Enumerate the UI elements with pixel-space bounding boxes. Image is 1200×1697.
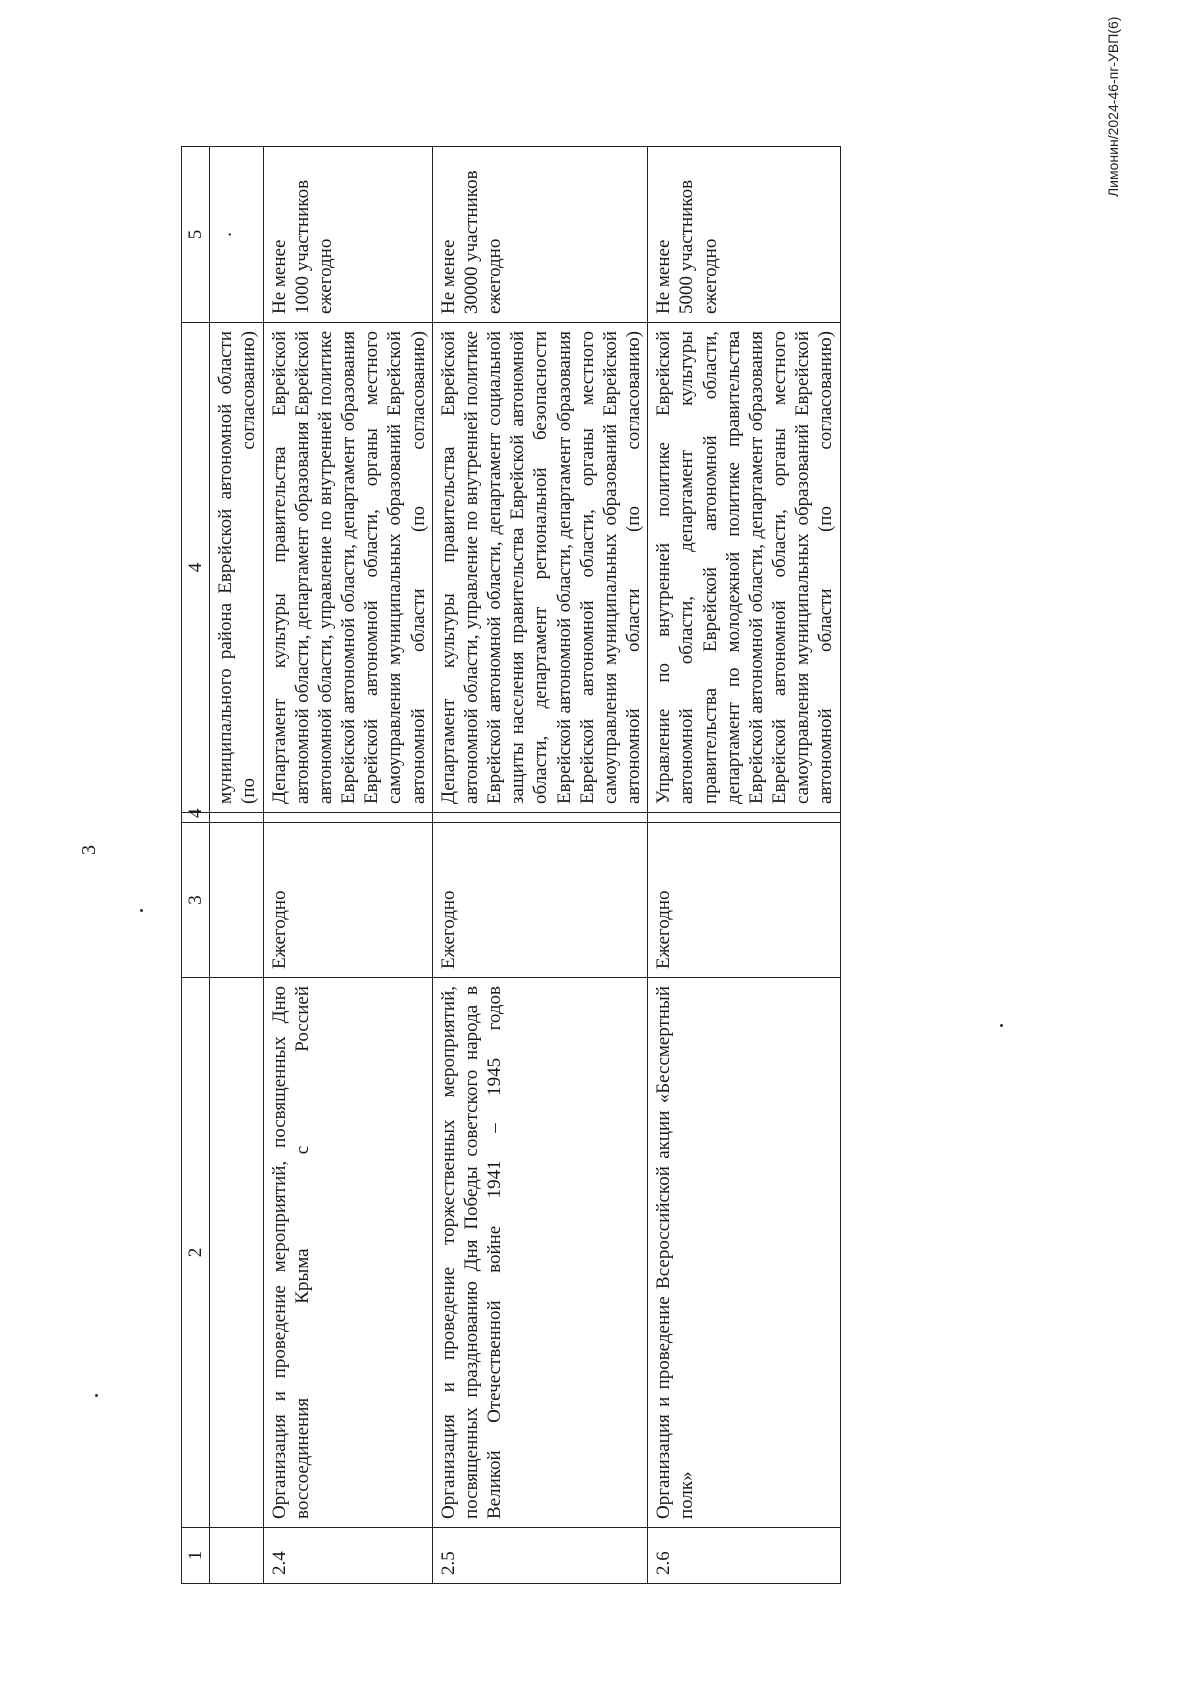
row-event: Организация и проведение мероприятий, посвященных Дню воссоединения Крыма с Россией	[263, 978, 432, 1528]
result-line-2: 1000 участников	[291, 179, 313, 314]
row-event: Организация и проведение торжественных мероприятий, посвященных празднованию Дня Победы советского народа в Великой Отечественной войне 1941 – 1945 годов	[432, 978, 648, 1528]
document-code: Лимонин/2024-46-пг-УВП(6)	[1105, 16, 1121, 197]
result-line-1: Не менее	[268, 239, 290, 314]
result-line-2: 30000 участников	[460, 170, 482, 314]
header-cell-narrow: 4	[182, 813, 210, 823]
row-number: 2.4	[263, 1528, 432, 1584]
continuation-result: .	[210, 147, 263, 323]
result-line-3: ежегодно	[699, 238, 721, 314]
row-event: Организация и проведение Всероссийской акции «Бессмертный полк»	[648, 978, 840, 1528]
plan-table	[181, 146, 841, 1584]
header-cell-event: 2	[182, 978, 210, 1528]
row-result	[263, 147, 432, 323]
row-number: 2.6	[648, 1528, 840, 1584]
result-line-3: ежегодно	[484, 238, 506, 314]
row-number: 2.5	[432, 1528, 648, 1584]
header-cell-executors: 4	[182, 323, 210, 813]
page-number: 3	[78, 845, 100, 855]
scan-speck	[1000, 1024, 1003, 1027]
result-line-1: Не менее	[437, 239, 459, 314]
row-result	[648, 147, 840, 323]
result-line-3: ежегодно	[314, 238, 336, 314]
row-period: Ежегодно	[432, 823, 648, 978]
row-period: Ежегодно	[263, 823, 432, 978]
continuation-row	[210, 147, 263, 1584]
scan-speck	[140, 909, 143, 912]
result-line-1: Не менее	[653, 239, 675, 314]
row-period: Ежегодно	[648, 823, 840, 978]
row-executors: Департамент культуры правительства Еврейской автономной области, департамент образования Еврейской автономной области, управление по внутренней политике Еврейской автономной области, департамент образования Еврейской автономной области, органы местного самоуправления муниципальных образований Еврейской автономной области (по согласованию)	[263, 323, 432, 813]
scan-speck	[95, 1394, 98, 1397]
header-cell-period: 3	[182, 823, 210, 978]
table-row	[648, 147, 840, 1584]
row-executors: Департамент культуры правительства Еврейской автономной области, управление по внутренней политике Еврейской автономной области, департамент социальной защиты населения правительства Еврейской автономной области, департамент региональной безопасности Еврейской автономной области, департамент образования Еврейской автономной области, органы местного самоуправления муниципальных образований Еврейской автономной области (по согласованию)	[432, 323, 648, 813]
row-executors: Управление по внутренней политике Еврейской автономной области, департамент культуры правительства Еврейской автономной области, департамент по молодежной политике правительства Еврейской автономной области, департамент образования Еврейской автономной области, органы местного самоуправления муниципальных образований Еврейской автономной области (по согласованию)	[648, 323, 840, 813]
row-result	[432, 147, 648, 323]
result-line-2: 5000 участников	[676, 179, 698, 314]
table-header-row	[182, 147, 210, 1584]
table-row	[263, 147, 432, 1584]
header-cell-result: 5	[182, 147, 210, 323]
table-row	[432, 147, 648, 1584]
header-cell-number: 1	[182, 1528, 210, 1584]
continuation-executors: муниципального района Еврейской автономной области (по согласованию)	[210, 323, 263, 813]
